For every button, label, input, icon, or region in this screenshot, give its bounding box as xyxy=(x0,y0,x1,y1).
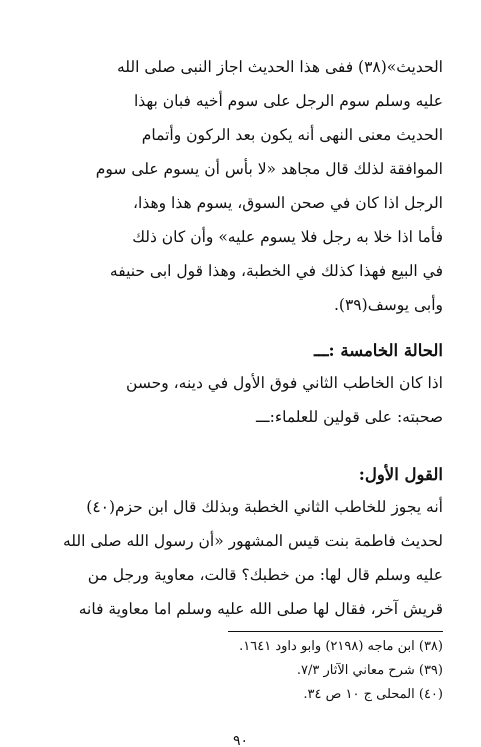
paragraph-fifth-case xyxy=(38,366,443,434)
text-line: قريش آخر، فقال لها صلى الله عليه وسلم اما معاوية فانه xyxy=(78,600,443,618)
text-line: الحديث»(٣٨) ففى هذا الحديث اجاز النبى صلى الله xyxy=(116,58,443,76)
text-line: في البيع فهذا كذلك في الخطبة، وهذا قول ابى حنيفه xyxy=(109,262,443,280)
page-number: ٩٠ xyxy=(232,733,249,747)
footnote-39: (٣٩) شرح معاني الآثار ٧/٣. xyxy=(296,663,443,678)
text-line: صحبته: على قولين للعلماء:ـــ xyxy=(255,408,443,426)
section-heading-fifth-case: الحالة الخامسة :ـــ xyxy=(314,341,443,360)
text-line: الموافقة لذلك قال مجاهد «لا بأس أن يسوم على سوم xyxy=(95,160,443,178)
footnote-separator xyxy=(228,631,443,632)
footnote-38: (٣٨) ابن ماجه (٢١٩٨) وابو داود ١٦٤١. xyxy=(239,639,443,654)
text-line: اذا كان الخاطب الثاني فوق الأول في دينه، وحسن xyxy=(126,374,443,392)
text-line: وأبى يوسف(٣٩). xyxy=(334,296,443,314)
text-line: الرجل اذا كان في صحن السوق، يسوم هذا وهذا، xyxy=(133,194,443,212)
text-line: فأما اذا خلا به رجل فلا يسوم عليه» وأن كان ذلك xyxy=(132,228,443,246)
text-line: أنه يجوز للخاطب الثاني الخطبة وبذلك قال ابن حزم(٤٠) xyxy=(86,498,443,516)
footnotes xyxy=(38,635,443,707)
footnote-40: (٤٠) المحلى ج ١٠ ص ٣٤. xyxy=(303,687,443,702)
paragraph-hadith-commentary xyxy=(38,50,443,322)
paragraph-first-opinion xyxy=(38,490,443,626)
text-line: عليه وسلم قال لها: من خطبك؟ قالت، معاوية ورجل من xyxy=(87,566,443,584)
text-line: الحديث معنى النهى أنه يكون بعد الركون وأتمام xyxy=(141,126,443,144)
text-line: عليه وسلم سوم الرجل على سوم أخيه فبان بهذا xyxy=(133,92,443,110)
text-line: لحديث فاطمة بنت قيس المشهور «أن رسول الله صلى الله xyxy=(62,532,443,550)
section-heading-first-opinion: القول الأول: xyxy=(358,465,443,484)
